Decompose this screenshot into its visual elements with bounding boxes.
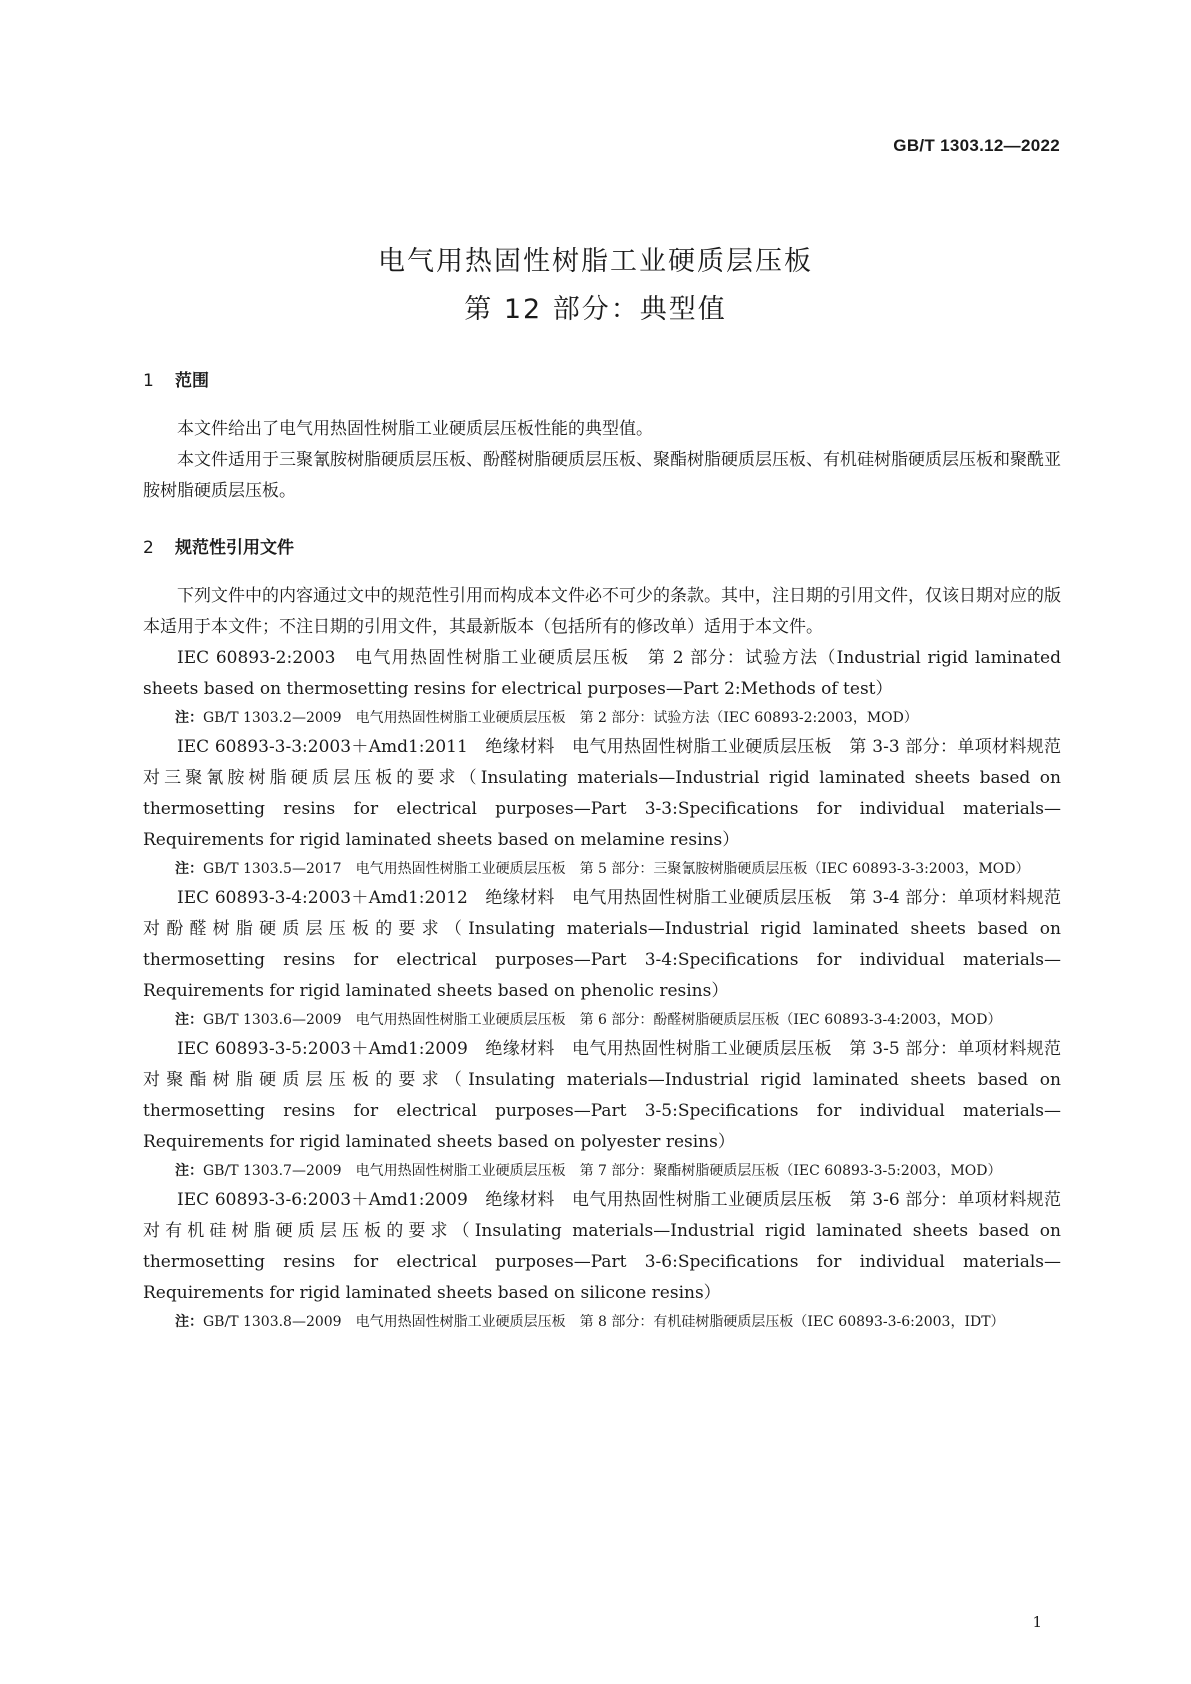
reference-entry: IEC 60893-3-3:2003＋Amd1:2011 绝缘材料 电气用热固性树脂工业硬质层压板 第 3-3 部分：单项材料规范 对三聚氰胺树脂硬质层压板的要求（Insulating materials—Industrial rigid laminated sheets based on thermosetting resins for electrical purposes—Part 3-3:Specifications for individual materials—Requirements for rigid laminated sheets based on melamine resins） [143, 737, 1078, 850]
title-line-1: 电气用热固性树脂工业硬质层压板 [378, 246, 813, 277]
note-text: GB/T 1303.7—2009 电气用热固性树脂工业硬质层压板 第 7 部分：聚酯树脂硬质层压板（IEC 60893-3-5:2003，MOD） [203, 1163, 1002, 1179]
scope-paragraph: 本文件适用于三聚氰胺树脂硬质层压板、酚醛树脂硬质层压板、聚酯树脂硬质层压板、有机硅树脂硬质层压板和聚酰亚胺树脂硬质层压板。 [143, 450, 1061, 501]
reference-entry: IEC 60893-2:2003 电气用热固性树脂工业硬质层压板 第 2 部分：试验方法（Industrial rigid laminated sheets based on thermosetting resins for electrical purposes—Part 2:Methods of test） [143, 648, 1061, 699]
standard-code: GB/T 1303.12—2022 [893, 136, 1060, 155]
document-body [143, 371, 1078, 1336]
note-text: GB/T 1303.6—2009 电气用热固性树脂工业硬质层压板 第 6 部分：酚醛树脂硬质层压板（IEC 60893-3-4:2003，MOD） [203, 1012, 1002, 1028]
section-number: 1 [143, 371, 154, 391]
section-title: 范围 [175, 371, 209, 391]
note-text: GB/T 1303.2—2009 电气用热固性树脂工业硬质层压板 第 2 部分：试验方法（IEC 60893-2:2003，MOD） [203, 710, 918, 726]
title-line-2: 第 12 部分：典型值 [464, 294, 727, 325]
section-number: 2 [143, 538, 154, 558]
reference-note [175, 1007, 1061, 1034]
section-2-heading [143, 533, 1061, 559]
note-text: GB/T 1303.8—2009 电气用热固性树脂工业硬质层压板 第 8 部分：有机硅树脂硬质层压板（IEC 60893-3-6:2003，IDT） [203, 1314, 1005, 1330]
reference-note [175, 705, 1061, 732]
note-label: 注： [175, 710, 203, 726]
references-intro: 下列文件中的内容通过文中的规范性引用而构成本文件必不可少的条款。其中，注日期的引用文件，仅该日期对应的版本适用于本文件；不注日期的引用文件，其最新版本（包括所有的修改单）适用于本文件。 [143, 586, 1061, 637]
scope-paragraph: 本文件给出了电气用热固性树脂工业硬质层压板性能的典型值。 [177, 419, 653, 439]
reference-entry: IEC 60893-3-6:2003＋Amd1:2009 绝缘材料 电气用热固性树脂工业硬质层压板 第 3-6 部分：单项材料规范 对有机硅树脂硬质层压板的要求（Insulating materials—Industrial rigid laminated sheets based on thermosetting resins for electrical purposes—Part 3-6:Specifications for individual materials—Requirements for rigid laminated sheets based on silicone resins） [143, 1190, 1078, 1303]
reference-note [175, 856, 1061, 883]
reference-entry: IEC 60893-3-5:2003＋Amd1:2009 绝缘材料 电气用热固性树脂工业硬质层压板 第 3-5 部分：单项材料规范 对聚酯树脂硬质层压板的要求（Insulating materials—Industrial rigid laminated sheets based on thermosetting resins for electrical purposes—Part 3-5:Specifications for individual materials—Requirements for rigid laminated sheets based on polyester resins） [143, 1039, 1078, 1152]
note-label: 注： [175, 861, 203, 877]
section-title: 规范性引用文件 [175, 538, 294, 558]
note-label: 注： [175, 1012, 203, 1028]
note-label: 注： [175, 1163, 203, 1179]
reference-note [175, 1309, 1061, 1336]
reference-entry: IEC 60893-3-4:2003＋Amd1:2012 绝缘材料 电气用热固性树脂工业硬质层压板 第 3-4 部分：单项材料规范 对酚醛树脂硬质层压板的要求（Insulating materials—Industrial rigid laminated sheets based on thermosetting resins for electrical purposes—Part 3-4:Specifications for individual materials—Requirements for rigid laminated sheets based on phenolic resins） [143, 888, 1078, 1001]
note-text: GB/T 1303.5—2017 电气用热固性树脂工业硬质层压板 第 5 部分：三聚氰胺树脂硬质层压板（IEC 60893-3-3:2003，MOD） [203, 861, 1030, 877]
note-label: 注： [175, 1314, 203, 1330]
page-number: 1 [1032, 1613, 1042, 1631]
section-1-heading [143, 366, 1061, 392]
document-title [0, 238, 1191, 334]
reference-note [175, 1158, 1061, 1185]
